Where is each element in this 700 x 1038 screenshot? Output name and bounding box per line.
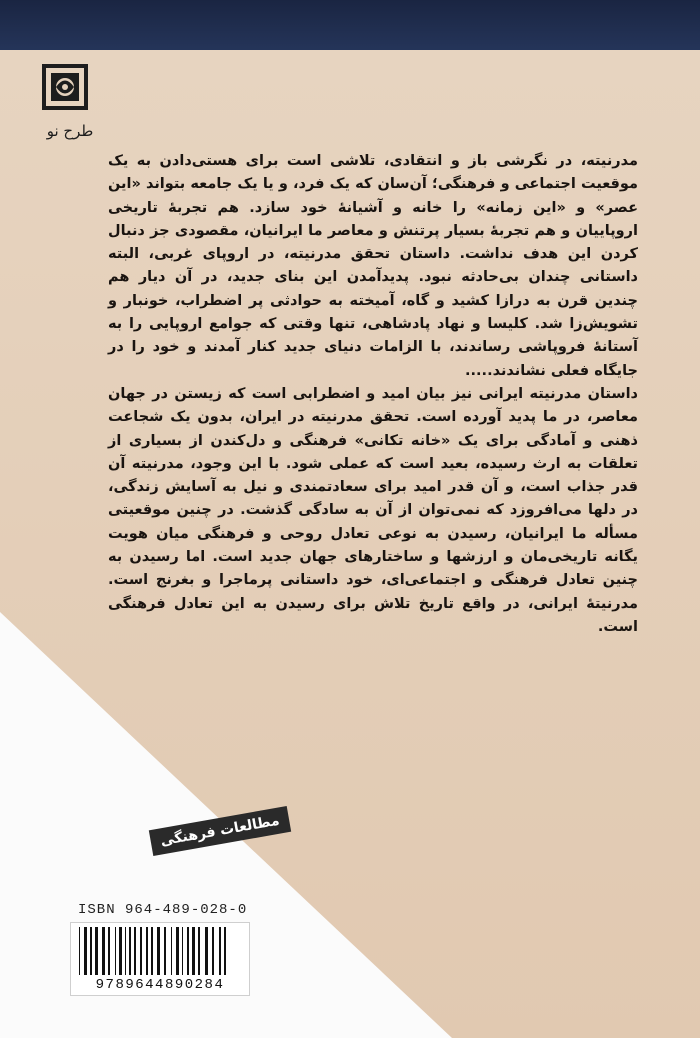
- barcode-bar: [171, 927, 172, 975]
- barcode-number: 9789644890284: [95, 977, 225, 993]
- barcode-bar: [134, 927, 136, 975]
- barcode-bar: [108, 927, 110, 975]
- barcode-bar: [125, 927, 126, 975]
- isbn-label: ISBN 964-489-028-0: [78, 902, 248, 918]
- barcode-bar: [219, 927, 221, 975]
- barcode-bar: [90, 927, 92, 975]
- barcode-bar: [115, 927, 116, 975]
- barcode-bar: [119, 927, 122, 975]
- back-cover-text: [108, 150, 638, 639]
- publisher-name: طرح نو: [46, 122, 94, 140]
- barcode-bar: [146, 927, 148, 975]
- barcode-bar: [224, 927, 226, 975]
- barcode: [70, 922, 250, 996]
- barcode-bar: [84, 927, 87, 975]
- barcode-bar: [102, 927, 105, 975]
- barcode-bar: [205, 927, 208, 975]
- barcode-bar: [212, 927, 214, 975]
- barcode-bar: [187, 927, 189, 975]
- series-label: مطالعات فرهنگی: [149, 806, 291, 856]
- isbn-block: [70, 902, 250, 996]
- barcode-bar: [95, 927, 98, 975]
- barcode-bars: [77, 927, 243, 975]
- paragraph-1: مدرنیته، در نگرشی باز و انتقادی، تلاشی است برای هستی‌دادن به یک موقعیت اجتماعی و فرهنگی؛ آن‌سان که یک فرد، و یا یک جامعه بتواند «این عصر» و «این زمانه» را خانه و آشیانهٔ خود سازد. هم تجربهٔ تاریخی اروپاییان و هم تجربهٔ بسیار پرتنش و معاصر ما ایرانیان، مقصودی جز دنبال کردن این هدف نداشت. داستان تحقق مدرنیته، در اروپای غربی، البته داستانی چندان بی‌حادثه نبود. پدیدآمدن این بنای جدید، در آن دیار هم چندین قرن به درازا کشید و گاه، آمیخته به حوادثی پر اضطراب، خونبار و تشویش‌زا شد. کلیسا و نهاد پادشاهی، تنها وقتی که جوامع اروپایی را به آستانهٔ فروپاشی رساندند، با الزامات دنیای جدید کنار آمدند و خود را در جایگاه فعلی نشاندند.....: [108, 153, 638, 379]
- top-color-band: [0, 0, 700, 52]
- barcode-bar: [129, 927, 131, 975]
- barcode-bar: [192, 927, 195, 975]
- barcode-bar: [140, 927, 142, 975]
- barcode-bar: [151, 927, 153, 975]
- paragraph-2: داستان مدرنیته ایرانی نیز بیان امید و اضطرابی است که زیستن در جهان معاصر، در ما پدید آورده است. تحقق مدرنیته در ایران، بدون یک شجاعت ذهنی و آمادگی برای یک «خانه تکانی» فرهنگی و دل‌کندن از بسیاری از تعلقات به ارث رسیده، بعید است که عملی شود. با این وجود، مدرنیته آن قدر جذاب است، و آن قدر امید برای سعادتمندی و نیل به آسایش زندگی، در دلها می‌افروزد که نمی‌توان از آن به سادگی گذشت. در چنین موقعیتی مسأله ما ایرانیان، رسیدن به نوعی تعادل روحی و فرهنگی میان هویت یگانه تاریخی‌مان و ارزشها و ساختارهای جهان جدید است. اما رسیدن به چنین تعادل فرهنگی و اجتماعی‌ای، خود داستانی پرماجرا و بغرنج است. مدرنیتهٔ ایرانی، در واقع تاریخ تلاش برای رسیدن به این تعادل فرهنگی است.: [108, 385, 638, 635]
- barcode-bar: [198, 927, 200, 975]
- barcode-bar: [79, 927, 80, 975]
- barcode-bar: [157, 927, 160, 975]
- barcode-bar: [176, 927, 179, 975]
- publisher-logo-icon: [36, 64, 96, 156]
- barcode-bar: [164, 927, 166, 975]
- barcode-bar: [182, 927, 183, 975]
